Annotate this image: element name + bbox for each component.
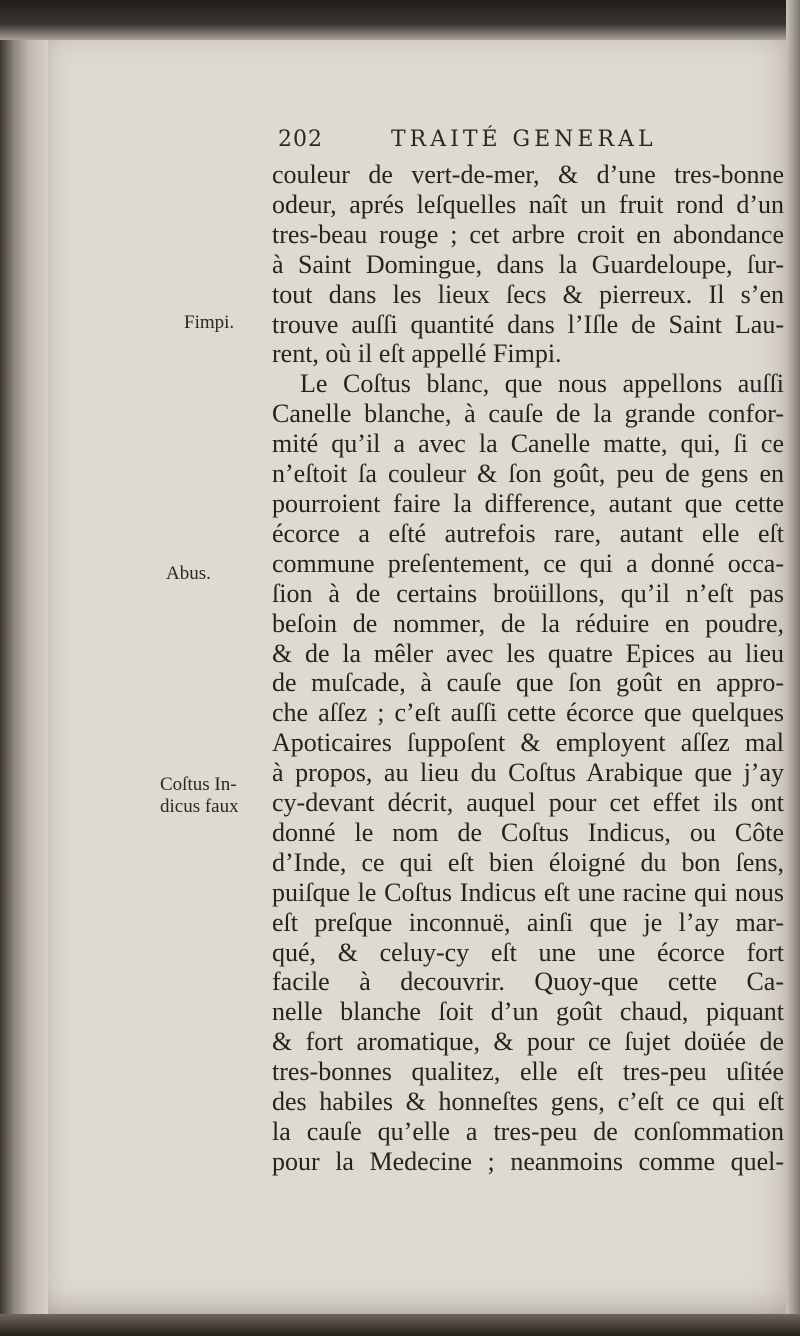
text-line: rent, où il eſt appellé Fimpi. [272, 339, 562, 369]
text-line: facile à decouvrir. Quoy-que cette Ca- [272, 967, 784, 997]
text-line: beſoin de nommer, de la réduire en poudre, [272, 608, 784, 638]
text-line: couleur de vert-de-mer, & d’une tres-bonne [272, 160, 784, 189]
running-title: TRAITÉ GENERAL [391, 127, 657, 152]
text-line: puiſque le Coſtus Indicus eſt une racine qui nous [272, 877, 784, 907]
text-line: eſt preſque inconnuë, ainſi que je l’ay mar- [272, 907, 784, 937]
text-line: Canelle blanche, à cauſe de la grande confor- [272, 399, 784, 429]
text-line: ſion à de certains broüillons, qu’il n’eſt pas [272, 578, 784, 608]
text-line: & de la mêler avec les quatre Epices au lieu [272, 638, 784, 668]
body-text [272, 160, 784, 1177]
text-line: tres-beau rouge ; cet arbre croit en abondance [272, 219, 784, 249]
running-header [278, 127, 657, 152]
text-line: mité qu’il a avec la Canelle matte, qui, ſi ce [272, 429, 784, 459]
text-line: trouve auſſi quantité dans l’Iſle de Saint Lau- [272, 309, 784, 339]
text-line: des habiles & honneſtes gens, c’eſt ce qui eſt [272, 1087, 784, 1117]
margin-note-abus: Abus. [166, 563, 211, 584]
text-line: écorce a eſté autrefois rare, autant elle eſt [272, 518, 784, 548]
text-line: Apoticaires ſuppoſent & employent aſſez mal [272, 728, 784, 758]
book-binding [0, 0, 48, 1336]
text-line: che aſſez ; c’eſt auſſi cette écorce que quelques [272, 698, 784, 728]
text-line: à Saint Domingue, dans la Guardeloupe, ſur- [272, 249, 784, 279]
margin-note-costus-line2: dicus faux [160, 796, 239, 817]
text-line: Le Coſtus blanc, que nous appellons auſſi [300, 369, 784, 399]
text-line: de muſcade, à cauſe que ſon goût en appro- [272, 668, 784, 698]
page-number: 202 [278, 127, 323, 152]
text-line: cy-devant décrit, auquel pour cet effet ils ont [272, 788, 784, 818]
text-line: pourroient faire la difference, autant que cette [272, 488, 784, 518]
text-line: nelle blanche ſoit d’un goût chaud, piquant [272, 997, 784, 1027]
text-line: tres-bonnes qualitez, elle eſt tres-peu uſitée [272, 1057, 784, 1087]
text-line: la cauſe qu’elle a tres-peu de conſommation [272, 1117, 784, 1146]
text-line: & fort aromatique, & pour ce ſujet doüée de [272, 1027, 784, 1057]
text-line: donné le nom de Coſtus Indicus, ou Côte [272, 817, 784, 847]
text-line: odeur, aprés leſquelles naît un fruit rond d’un [272, 189, 784, 219]
margin-note-costus [160, 774, 239, 818]
page-top-edge [0, 0, 800, 40]
text-line: tout dans les lieux ſecs & pierreux. Il s’en [272, 279, 784, 309]
text-line: pour la Medecine ; neanmoins comme quel- [272, 1146, 784, 1176]
text-line: commune preſentement, ce qui a donné occa- [272, 548, 784, 578]
text-line: qué, & celuy-cy eſt une une écorce fort [272, 937, 784, 967]
text-line: n’eſtoit ſa couleur & ſon goût, peu de gens en [272, 459, 784, 489]
text-line: à propos, au lieu du Coſtus Arabique que j’ay [272, 758, 784, 788]
text-line: d’Inde, ce qui eſt bien éloigné du bon ſens, [272, 847, 784, 877]
margin-note-costus-line1: Coſtus In- [160, 774, 237, 795]
page-right-edge [786, 0, 800, 1336]
page-bottom-edge [0, 1314, 800, 1336]
margin-note-fimpi: Fimpi. [184, 312, 235, 333]
